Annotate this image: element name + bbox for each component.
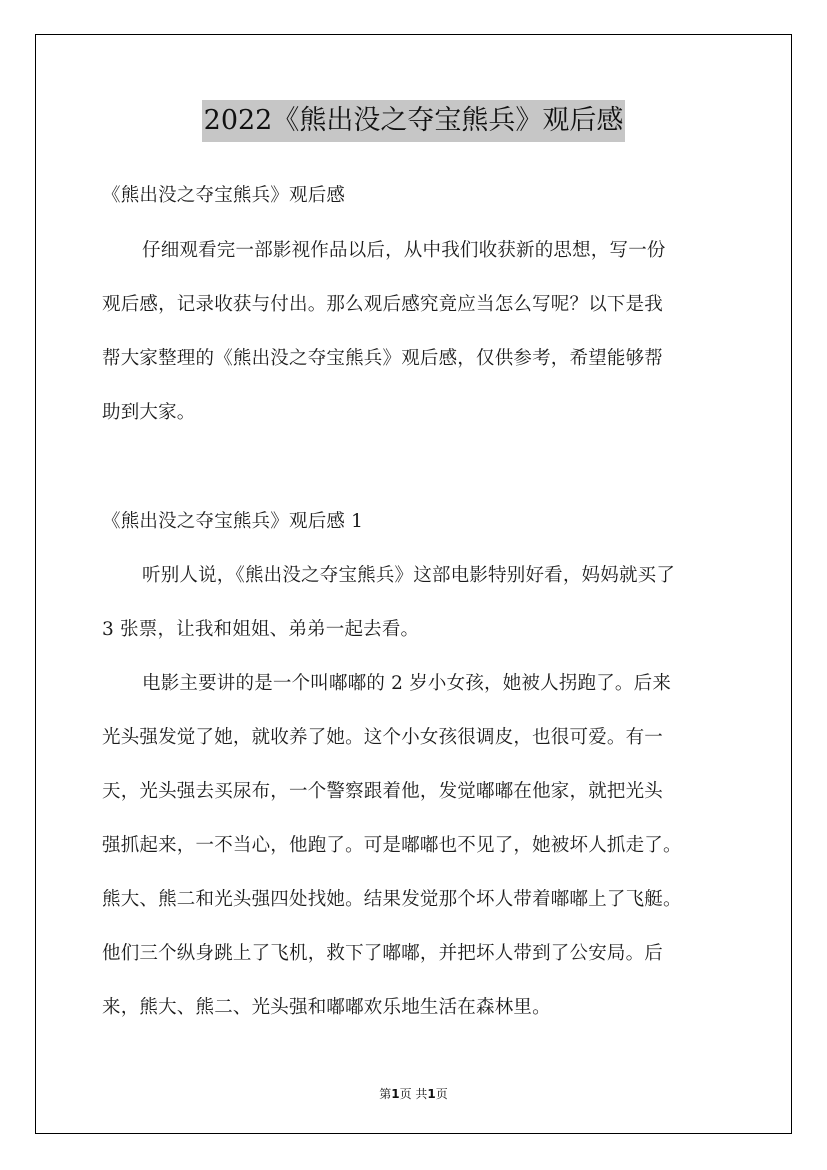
paragraph-line: 助到大家。	[102, 402, 196, 423]
paragraph-line: 3 张票，让我和姐姐、弟弟一起去看。	[102, 619, 420, 640]
footer-page-total: 1	[427, 1087, 436, 1101]
section-heading: 《熊出没之夺宝熊兵》观后感 1	[102, 511, 364, 532]
paragraph-line: 强抓起来，一不当心，他跑了。可是嘟嘟也不见了，她被坏人抓走了。	[102, 835, 682, 856]
paragraph-line: 观后感，记录收获与付出。那么观后感究竟应当怎么写呢？以下是我	[102, 294, 664, 315]
footer-page-number: 1	[391, 1087, 400, 1101]
title-container	[0, 100, 827, 142]
document-title: 2022《熊出没之夺宝熊兵》观后感	[202, 100, 626, 142]
paragraph-line: 天，光头强去买尿布，一个警察跟着他，发觉嘟嘟在他家，就把光头	[102, 781, 664, 802]
page-footer	[0, 1085, 827, 1102]
paragraph-line: 听别人说，《熊出没之夺宝熊兵》这部电影特别好看，妈妈就买了	[142, 565, 676, 586]
paragraph-line: 来，熊大、熊二、光头强和嘟嘟欢乐地生活在森林里。	[102, 997, 551, 1018]
footer-page-prefix: 第	[379, 1087, 392, 1101]
paragraph-line: 电影主要讲的是一个叫嘟嘟的 2 岁小女孩，她被人拐跑了。后来	[142, 673, 672, 694]
paragraph-line: 熊大、熊二和光头强四处找她。结果发觉那个坏人带着嘟嘟上了飞艇。	[102, 889, 682, 910]
subtitle: 《熊出没之夺宝熊兵》观后感	[102, 185, 346, 206]
footer-page-mid: 页 共	[399, 1087, 428, 1101]
paragraph-line: 仔细观看完一部影视作品以后，从中我们收获新的思想，写一份	[142, 240, 666, 261]
paragraph-line: 帮大家整理的《熊出没之夺宝熊兵》观后感，仅供参考，希望能够帮	[102, 348, 664, 369]
paragraph-line: 光头强发觉了她，就收养了她。这个小女孩很调皮，也很可爱。有一	[102, 727, 664, 748]
paragraph-line: 他们三个纵身跳上了飞机，救下了嘟嘟，并把坏人带到了公安局。后	[102, 943, 664, 964]
footer-page-suffix: 页	[435, 1087, 448, 1101]
